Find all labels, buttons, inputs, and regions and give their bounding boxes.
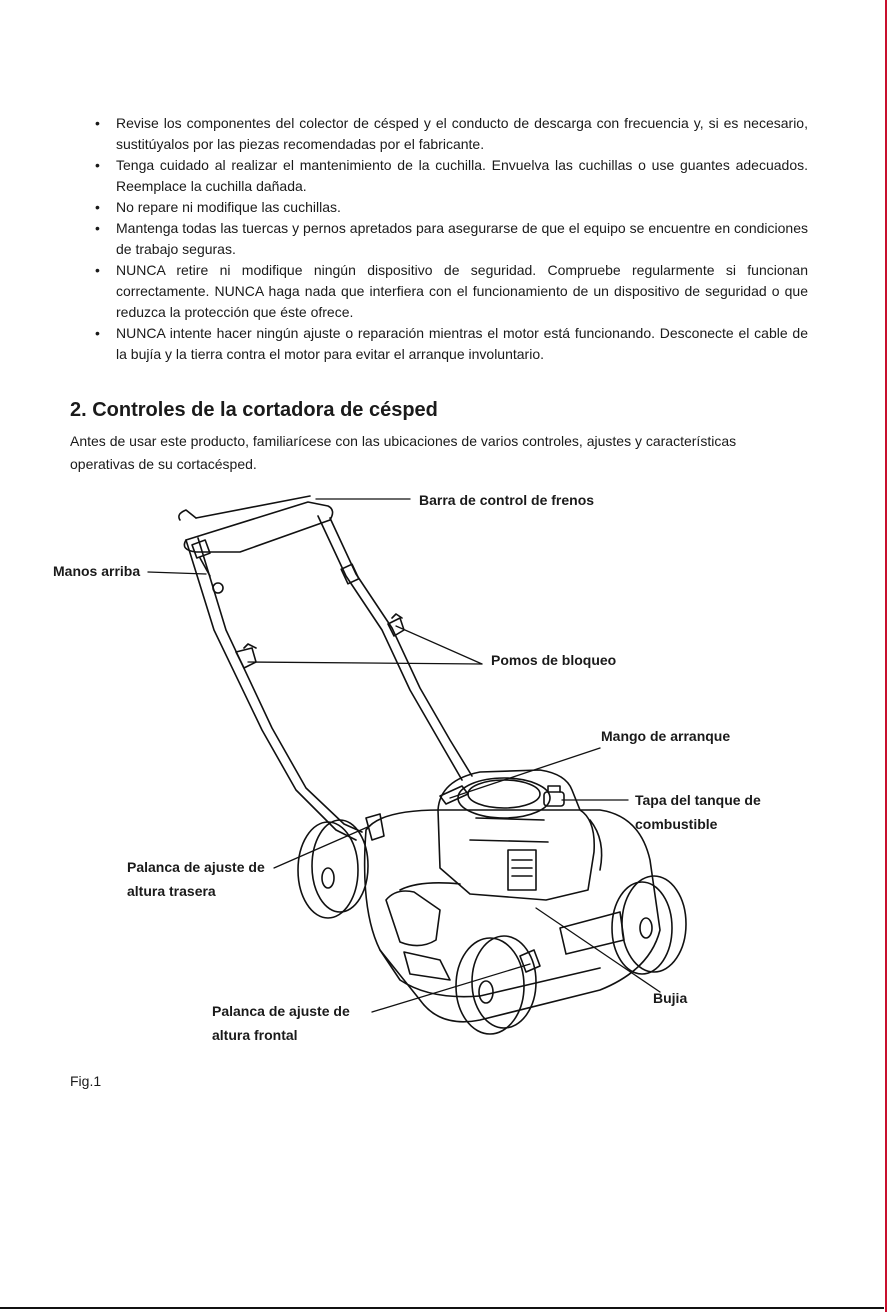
- label-front-height-lever-line-2: altura frontal: [212, 1027, 298, 1043]
- bullet-item: [92, 323, 808, 365]
- bullet-dot: •: [95, 199, 100, 215]
- label-rear-height-lever: [127, 855, 265, 903]
- bullet-dot: •: [95, 220, 100, 236]
- bullet-item: [92, 155, 808, 197]
- label-spark-plug: Bujia: [653, 990, 688, 1006]
- bullet-text: Tenga cuidado al realizar el mantenimiento de la cuchilla. Envuelva las cuchillas o use guantes adecuados. Reemplace la cuchilla dañada.: [116, 157, 808, 194]
- engine: [438, 770, 602, 900]
- label-fuel-cap: [635, 788, 761, 836]
- fuel-cap: [544, 786, 564, 806]
- leader-hands-up: [148, 572, 206, 574]
- front-height-lever: [520, 950, 540, 972]
- label-rear-height-lever-line-2: altura trasera: [127, 883, 216, 899]
- left-handle-tube: [186, 538, 362, 840]
- section-intro: [70, 430, 810, 476]
- bullet-text: Revise los componentes del colector de césped y el conducto de descarga con frecuencia y, si es necesario, sustitúyalos por las piezas recomendadas por el fabricante.: [116, 115, 808, 152]
- label-hands-up: Manos arriba: [53, 563, 141, 579]
- leader-rear-lever: [274, 826, 370, 868]
- bottom-rule: [0, 1307, 884, 1309]
- bullet-item: [92, 218, 808, 260]
- intro-line-1: Antes de usar este producto, familiarícese con las ubicaciones de varios controles, ajustes y características: [70, 433, 737, 449]
- rear-left-wheel: [298, 820, 368, 918]
- rear-right-wheel: [612, 876, 686, 974]
- bullet-text: No repare ni modifique las cuchillas.: [116, 199, 341, 215]
- right-handle-tube: [318, 516, 472, 780]
- bullet-text: NUNCA intente hacer ningún ajuste o reparación mientras el motor está funcionando. Desconecte el cable de la bujía y la tierra contra el motor para evitar el arranque involuntario.: [116, 325, 808, 362]
- label-brake-control-bar: Barra de control de frenos: [419, 492, 595, 508]
- label-front-height-lever: [212, 999, 350, 1047]
- leader-lock-knob-right: [396, 626, 482, 664]
- front-left-wheel: [456, 936, 536, 1034]
- label-fuel-cap-line-1: Tapa del tanque de: [635, 792, 761, 808]
- leader-lock-knob-left: [248, 662, 482, 664]
- handle-top-bar: [179, 496, 333, 552]
- label-front-height-lever-line-1: Palanca de ajuste de: [212, 1003, 350, 1019]
- bullet-text: NUNCA retire ni modifique ningún dispositivo de seguridad. Compruebe regularmente si funcionan correctamente. NUNCA haga nada que interfiera con el funcionamiento de un dispositivo de seguridad o que reduzca la protección que éste ofrece.: [116, 262, 808, 320]
- bullet-dot: •: [95, 262, 100, 278]
- label-start-handle: Mango de arranque: [601, 728, 731, 744]
- front-bumper: [386, 891, 450, 980]
- bullet-text: Mantenga todas las tuercas y pernos apretados para asegurarse de que el equipo se encuentre en condiciones de trabajo seguras.: [116, 220, 808, 257]
- label-lock-knobs: Pomos de bloqueo: [491, 652, 617, 668]
- leader-front-lever: [372, 964, 530, 1012]
- figure-caption: Fig.1: [70, 1073, 102, 1089]
- safety-bullet-list: [92, 113, 808, 365]
- bullet-dot: •: [95, 157, 100, 173]
- label-rear-height-lever-line-1: Palanca de ajuste de: [127, 859, 265, 875]
- bullet-item: [92, 260, 808, 323]
- intro-line-2: operativas de su cortacésped.: [70, 456, 257, 472]
- bullet-item: [92, 113, 808, 155]
- section-title: 2. Controles de la cortadora de césped: [70, 399, 438, 421]
- label-fuel-cap-line-2: combustible: [635, 816, 718, 832]
- leader-lines: [148, 499, 660, 1012]
- bullet-item: [92, 197, 808, 218]
- bullet-dot: •: [95, 325, 100, 341]
- start-handle: [440, 786, 468, 804]
- bullet-dot: •: [95, 115, 100, 131]
